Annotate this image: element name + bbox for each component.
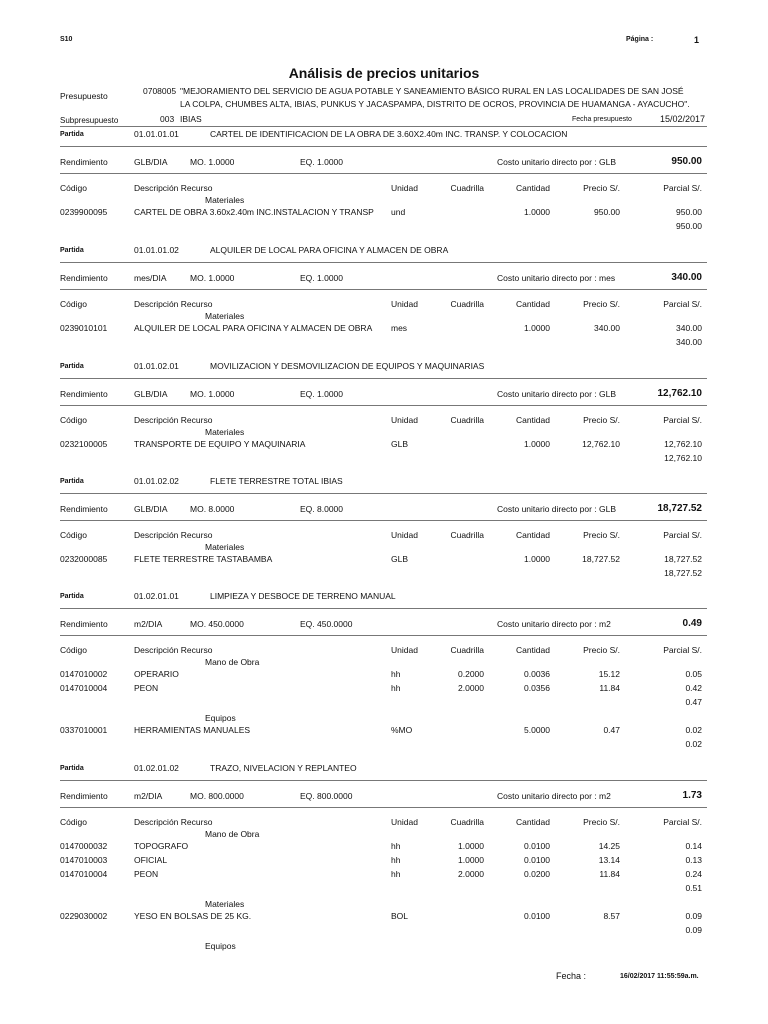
row-precio: 950.00 xyxy=(594,207,620,217)
section-divider xyxy=(60,146,707,147)
col-header-precio: Precio S/. xyxy=(583,530,620,540)
group-subtotal: 950.00 xyxy=(676,221,702,231)
partida-code: 01.02.01.02 xyxy=(134,763,179,773)
partida-code: 01.01.01.02 xyxy=(134,245,179,255)
col-header-descripcion: Descripción Recurso xyxy=(134,183,213,193)
footer-fecha-value: 16/02/2017 11:55:59a.m. xyxy=(620,973,699,980)
rendimiento-mo: MO. 1.0000 xyxy=(190,273,235,283)
col-header-cuadrilla: Cuadrilla xyxy=(450,817,484,827)
row-parcial: 0.14 xyxy=(685,841,702,851)
rendimiento-label: Rendimiento xyxy=(60,273,108,283)
row-cuadrilla: 2.0000 xyxy=(458,869,484,879)
costo-unitario-value: 1.73 xyxy=(682,790,702,801)
row-unit: GLB xyxy=(391,439,409,449)
row-description: TOPOGRAFO xyxy=(134,841,189,851)
row-cantidad: 0.0200 xyxy=(524,869,550,879)
row-cuadrilla: 1.0000 xyxy=(458,855,484,865)
row-code: 0337010001 xyxy=(60,725,108,735)
col-header-descripcion: Descripción Recurso xyxy=(134,817,213,827)
row-description: TRANSPORTE DE EQUIPO Y MAQUINARIA xyxy=(134,439,306,449)
row-code: 0239010101 xyxy=(60,323,108,333)
costo-unitario-label: Costo unitario directo por : mes xyxy=(497,273,616,283)
row-parcial: 340.00 xyxy=(676,323,702,333)
partida-label: Partida xyxy=(60,478,84,485)
group-name: Mano de Obra xyxy=(205,657,260,667)
col-header-parcial: Parcial S/. xyxy=(663,299,702,309)
row-precio: 13.14 xyxy=(598,855,620,865)
rendimiento-unit: m2/DIA xyxy=(134,619,163,629)
row-description: ALQUILER DE LOCAL PARA OFICINA Y ALMACEN DE OBRA xyxy=(134,323,373,333)
header-divider xyxy=(60,126,707,127)
row-cantidad: 1.0000 xyxy=(524,207,550,217)
col-header-cantidad: Cantidad xyxy=(515,299,550,309)
rendimiento-eq: EQ. 800.0000 xyxy=(300,791,353,801)
col-header-cuadrilla: Cuadrilla xyxy=(450,645,484,655)
row-parcial: 0.13 xyxy=(685,855,702,865)
col-header-precio: Precio S/. xyxy=(583,645,620,655)
col-header-codigo: Código xyxy=(60,299,87,309)
col-header-codigo: Código xyxy=(60,530,87,540)
presupuesto-code: 0708005 xyxy=(143,86,177,96)
row-cuadrilla: 2.0000 xyxy=(458,683,484,693)
page-number: 1 xyxy=(694,35,700,45)
rendimiento-mo: MO. 8.0000 xyxy=(190,504,235,514)
costo-unitario-label: Costo unitario directo por : m2 xyxy=(497,791,611,801)
row-unit: hh xyxy=(391,669,401,679)
rendimiento-unit: GLB/DIA xyxy=(134,157,168,167)
row-cantidad: 0.0100 xyxy=(524,841,550,851)
group-subtotal: 18,727.52 xyxy=(664,568,702,578)
fecha-presupuesto-label: Fecha presupuesto xyxy=(572,116,632,123)
col-header-cantidad: Cantidad xyxy=(515,530,550,540)
row-cantidad: 1.0000 xyxy=(524,554,550,564)
row-code: 0239900095 xyxy=(60,207,108,217)
col-header-unidad: Unidad xyxy=(391,817,418,827)
row-description: OPERARIO xyxy=(134,669,179,679)
rendimiento-unit: GLB/DIA xyxy=(134,504,168,514)
row-description: PEON xyxy=(134,683,159,693)
row-code: 0229030002 xyxy=(60,911,108,921)
group-name: Materiales xyxy=(205,311,245,321)
col-header-parcial: Parcial S/. xyxy=(663,817,702,827)
presupuesto-label: Presupuesto xyxy=(60,91,108,101)
group-subtotal: 0.09 xyxy=(685,925,702,935)
row-unit: hh xyxy=(391,855,401,865)
page-label: Página : xyxy=(626,36,654,43)
row-precio: 8.57 xyxy=(603,911,620,921)
row-cuadrilla: 0.2000 xyxy=(458,669,484,679)
row-cantidad: 0.0036 xyxy=(524,669,550,679)
row-precio: 18,727.52 xyxy=(582,554,620,564)
subpresupuesto-code: 003 xyxy=(160,114,175,124)
row-cantidad: 5.0000 xyxy=(524,725,550,735)
group-subtotal: 12,762.10 xyxy=(664,453,702,463)
group-name: Equipos xyxy=(205,713,236,723)
col-header-unidad: Unidad xyxy=(391,183,418,193)
section-divider xyxy=(60,608,707,609)
col-header-cantidad: Cantidad xyxy=(515,415,550,425)
section-divider xyxy=(60,378,707,379)
group-name: Equipos xyxy=(205,941,236,951)
row-unit: GLB xyxy=(391,554,409,564)
row-precio: 11.84 xyxy=(599,869,620,879)
rendimiento-unit: GLB/DIA xyxy=(134,389,168,399)
rendimiento-label: Rendimiento xyxy=(60,157,108,167)
partida-name: MOVILIZACION Y DESMOVILIZACION DE EQUIPOS Y MAQUINARIAS xyxy=(210,361,485,371)
partida-code: 01.02.01.01 xyxy=(134,591,179,601)
partida-label: Partida xyxy=(60,765,84,772)
row-code: 0232000085 xyxy=(60,554,108,564)
rendimiento-label: Rendimiento xyxy=(60,619,108,629)
col-header-descripcion: Descripción Recurso xyxy=(134,299,213,309)
col-header-cuadrilla: Cuadrilla xyxy=(450,299,484,309)
row-parcial: 0.42 xyxy=(685,683,702,693)
row-parcial: 0.24 xyxy=(685,869,702,879)
row-unit: hh xyxy=(391,841,401,851)
col-header-precio: Precio S/. xyxy=(583,817,620,827)
row-description: YESO EN BOLSAS DE 25 KG. xyxy=(134,911,252,921)
row-cantidad: 0.0100 xyxy=(524,911,550,921)
section-divider xyxy=(60,289,707,290)
row-parcial: 0.09 xyxy=(685,911,702,921)
costo-unitario-label: Costo unitario directo por : GLB xyxy=(497,157,617,167)
col-header-cantidad: Cantidad xyxy=(515,817,550,827)
row-unit: %MO xyxy=(391,725,413,735)
col-header-cuadrilla: Cuadrilla xyxy=(450,415,484,425)
page-title: Análisis de precios unitarios xyxy=(288,65,480,81)
col-header-cantidad: Cantidad xyxy=(515,183,550,193)
group-subtotal: 340.00 xyxy=(676,337,702,347)
row-code: 0232100005 xyxy=(60,439,108,449)
row-code: 0147010003 xyxy=(60,855,108,865)
group-name: Materiales xyxy=(205,427,245,437)
row-code: 0147010004 xyxy=(60,683,108,693)
col-header-parcial: Parcial S/. xyxy=(663,530,702,540)
row-precio: 0.47 xyxy=(603,725,620,735)
row-cuadrilla: 1.0000 xyxy=(458,841,484,851)
col-header-cantidad: Cantidad xyxy=(515,645,550,655)
group-subtotal: 0.47 xyxy=(685,697,702,707)
row-description: HERRAMIENTAS MANUALES xyxy=(134,725,251,735)
rendimiento-mo: MO. 1.0000 xyxy=(190,389,235,399)
rendimiento-mo: MO. 800.0000 xyxy=(190,791,244,801)
partida-label: Partida xyxy=(60,131,84,138)
partida-code: 01.01.02.02 xyxy=(134,476,179,486)
partida-code: 01.01.02.01 xyxy=(134,361,179,371)
col-header-cuadrilla: Cuadrilla xyxy=(450,530,484,540)
col-header-unidad: Unidad xyxy=(391,645,418,655)
section-divider xyxy=(60,173,707,174)
col-header-parcial: Parcial S/. xyxy=(663,183,702,193)
col-header-cuadrilla: Cuadrilla xyxy=(450,183,484,193)
col-header-codigo: Código xyxy=(60,817,87,827)
row-description: CARTEL DE OBRA 3.60x2.40m INC.INSTALACION Y TRANSP xyxy=(134,207,374,217)
partida-name: CARTEL DE IDENTIFICACION DE LA OBRA DE 3.60X2.40m INC. TRANSP. Y COLOCACION xyxy=(210,129,568,139)
row-parcial: 18,727.52 xyxy=(664,554,702,564)
row-code: 0147000032 xyxy=(60,841,108,851)
row-unit: mes xyxy=(391,323,408,333)
section-divider xyxy=(60,635,707,636)
costo-unitario-value: 18,727.52 xyxy=(657,503,702,514)
partida-name: LIMPIEZA Y DESBOCE DE TERRENO MANUAL xyxy=(210,591,396,601)
row-description: OFICIAL xyxy=(134,855,168,865)
row-unit: hh xyxy=(391,683,401,693)
s10-logo-text: S10 xyxy=(60,36,73,43)
group-subtotal: 0.02 xyxy=(685,739,702,749)
col-header-codigo: Código xyxy=(60,183,87,193)
partida-label: Partida xyxy=(60,363,84,370)
group-name: Materiales xyxy=(205,542,245,552)
presupuesto-line2: LA COLPA, CHUMBES ALTA, IBIAS, PUNKUS Y JACASPAMPA, DISTRITO DE OCROS, PROVINCIA DE HUAMANGA - AYACUCHO". xyxy=(180,99,690,109)
row-description: PEON xyxy=(134,869,159,879)
col-header-unidad: Unidad xyxy=(391,415,418,425)
section-divider xyxy=(60,807,707,808)
col-header-precio: Precio S/. xyxy=(583,183,620,193)
presupuesto-line1: "MEJORAMIENTO DEL SERVICIO DE AGUA POTABLE Y SANEAMIENTO BÁSICO RURAL EN LAS LOCALIDADES DE SAN JOSÉ xyxy=(180,86,684,96)
row-cantidad: 0.0100 xyxy=(524,855,550,865)
partida-label: Partida xyxy=(60,593,84,600)
row-code: 0147010002 xyxy=(60,669,108,679)
section-divider xyxy=(60,493,707,494)
costo-unitario-value: 950.00 xyxy=(671,156,702,167)
costo-unitario-value: 0.49 xyxy=(682,618,702,629)
row-description: FLETE TERRESTRE TASTABAMBA xyxy=(134,554,273,564)
col-header-unidad: Unidad xyxy=(391,299,418,309)
col-header-codigo: Código xyxy=(60,415,87,425)
subpresupuesto-label: Subpresupuesto xyxy=(60,116,119,125)
row-precio: 14.25 xyxy=(598,841,620,851)
col-header-parcial: Parcial S/. xyxy=(663,415,702,425)
col-header-descripcion: Descripción Recurso xyxy=(134,645,213,655)
col-header-unidad: Unidad xyxy=(391,530,418,540)
partida-code: 01.01.01.01 xyxy=(134,129,179,139)
row-unit: hh xyxy=(391,869,401,879)
rendimiento-unit: m2/DIA xyxy=(134,791,163,801)
footer-fecha-label: Fecha : xyxy=(556,971,587,981)
rendimiento-label: Rendimiento xyxy=(60,389,108,399)
row-precio: 15.12 xyxy=(598,669,620,679)
row-code: 0147010004 xyxy=(60,869,108,879)
section-divider xyxy=(60,520,707,521)
section-divider xyxy=(60,780,707,781)
rendimiento-eq: EQ. 1.0000 xyxy=(300,273,344,283)
fecha-presupuesto-value: 15/02/2017 xyxy=(660,114,706,124)
group-name: Materiales xyxy=(205,195,245,205)
row-parcial: 0.05 xyxy=(685,669,702,679)
costo-unitario-label: Costo unitario directo por : GLB xyxy=(497,504,617,514)
rendimiento-eq: EQ. 450.0000 xyxy=(300,619,353,629)
row-parcial: 0.02 xyxy=(685,725,702,735)
group-name: Mano de Obra xyxy=(205,829,260,839)
rendimiento-label: Rendimiento xyxy=(60,791,108,801)
rendimiento-eq: EQ. 1.0000 xyxy=(300,157,344,167)
col-header-parcial: Parcial S/. xyxy=(663,645,702,655)
partida-label: Partida xyxy=(60,247,84,254)
col-header-descripcion: Descripción Recurso xyxy=(134,415,213,425)
rendimiento-label: Rendimiento xyxy=(60,504,108,514)
rendimiento-eq: EQ. 1.0000 xyxy=(300,389,344,399)
row-parcial: 950.00 xyxy=(676,207,702,217)
costo-unitario-label: Costo unitario directo por : GLB xyxy=(497,389,617,399)
partida-name: FLETE TERRESTRE TOTAL IBIAS xyxy=(210,476,343,486)
costo-unitario-value: 12,762.10 xyxy=(657,388,702,399)
rendimiento-mo: MO. 450.0000 xyxy=(190,619,244,629)
row-unit: und xyxy=(391,207,406,217)
group-name: Materiales xyxy=(205,899,245,909)
col-header-codigo: Código xyxy=(60,645,87,655)
rendimiento-eq: EQ. 8.0000 xyxy=(300,504,344,514)
row-precio: 11.84 xyxy=(599,683,620,693)
col-header-descripcion: Descripción Recurso xyxy=(134,530,213,540)
row-precio: 12,762.10 xyxy=(582,439,620,449)
col-header-precio: Precio S/. xyxy=(583,415,620,425)
partida-name: TRAZO, NIVELACION Y REPLANTEO xyxy=(210,763,357,773)
section-divider xyxy=(60,262,707,263)
row-cantidad: 1.0000 xyxy=(524,439,550,449)
costo-unitario-value: 340.00 xyxy=(671,272,702,283)
group-subtotal: 0.51 xyxy=(685,883,702,893)
rendimiento-unit: mes/DIA xyxy=(134,273,167,283)
row-unit: BOL xyxy=(391,911,409,921)
partida-name: ALQUILER DE LOCAL PARA OFICINA Y ALMACEN DE OBRA xyxy=(210,245,449,255)
col-header-precio: Precio S/. xyxy=(583,299,620,309)
row-parcial: 12,762.10 xyxy=(664,439,702,449)
row-precio: 340.00 xyxy=(594,323,620,333)
row-cantidad: 1.0000 xyxy=(524,323,550,333)
rendimiento-mo: MO. 1.0000 xyxy=(190,157,235,167)
row-cantidad: 0.0356 xyxy=(524,683,550,693)
section-divider xyxy=(60,405,707,406)
costo-unitario-label: Costo unitario directo por : m2 xyxy=(497,619,611,629)
subpresupuesto-name: IBIAS xyxy=(180,114,202,124)
